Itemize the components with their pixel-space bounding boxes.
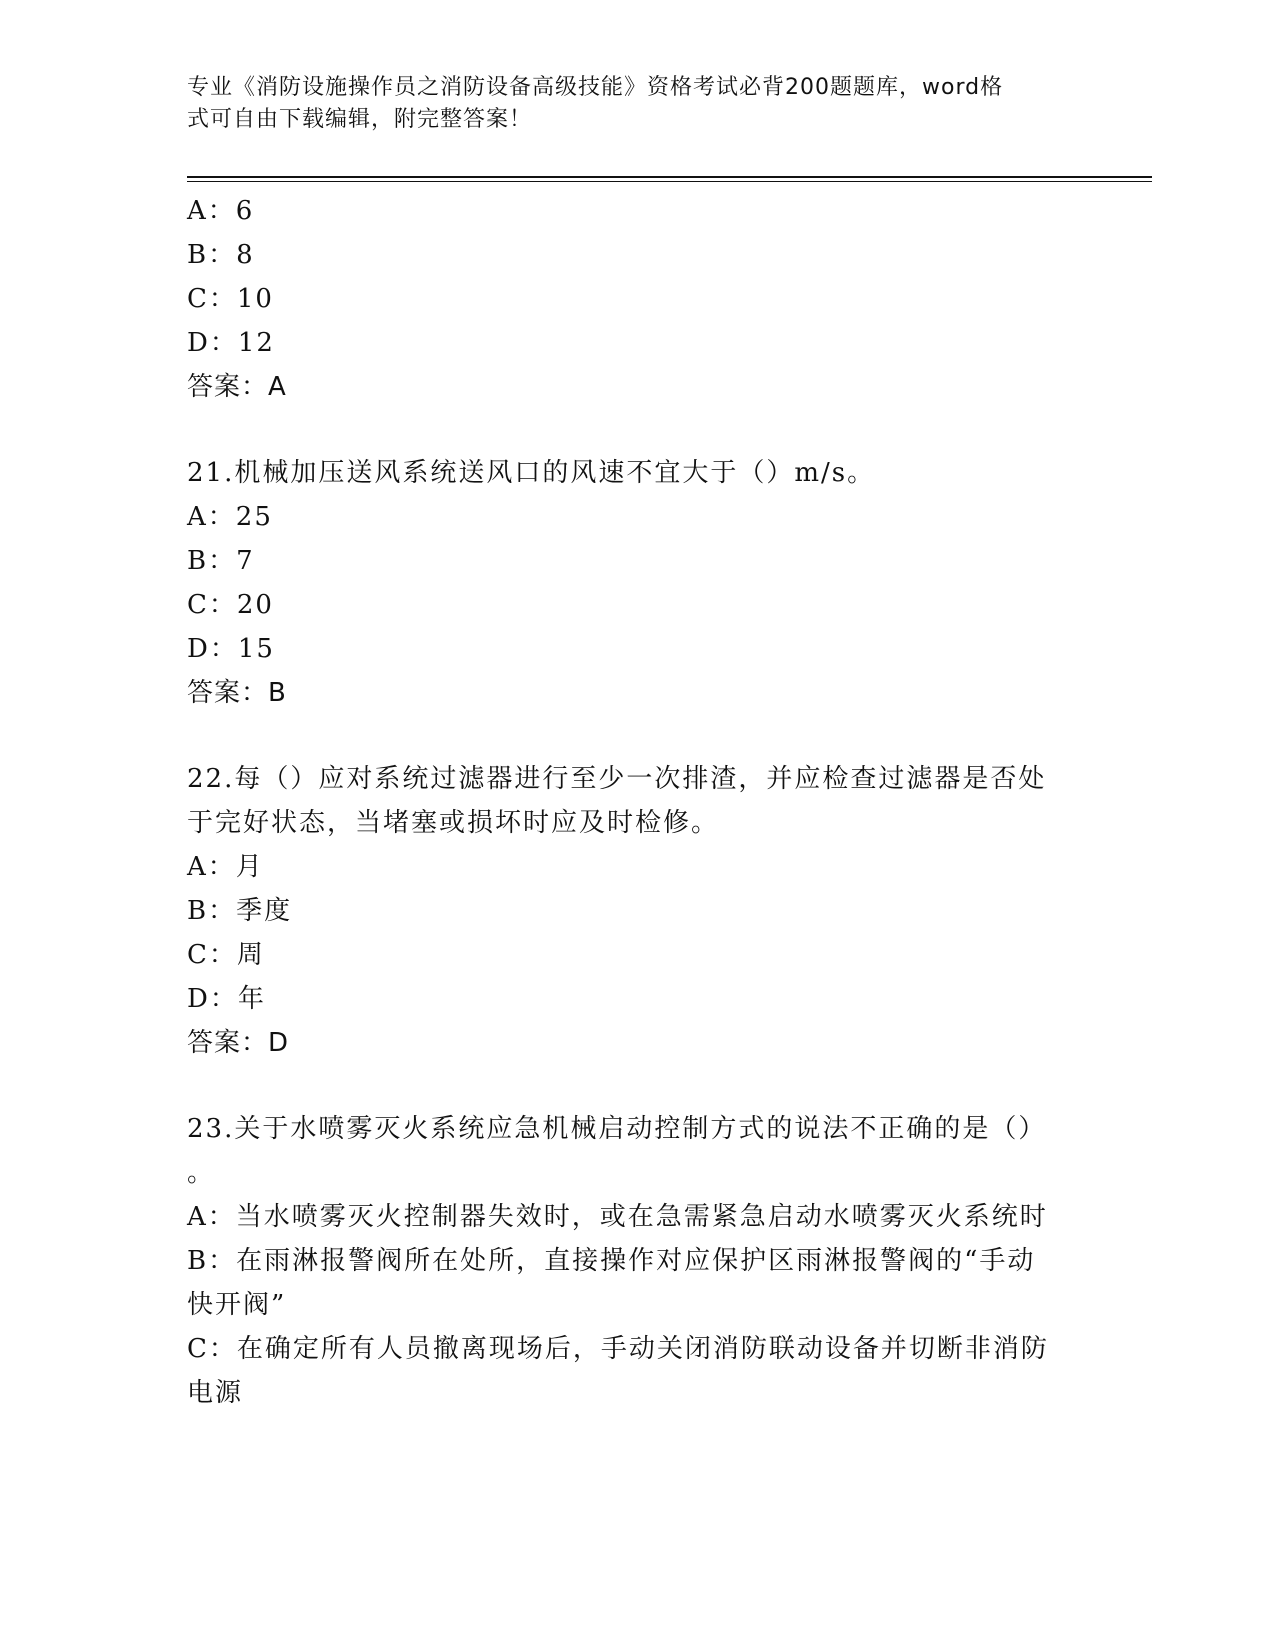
q21-answer: 答案：B xyxy=(187,678,287,708)
q23-stem-line-1: 23.关于水喷雾灭火系统应急机械启动控制方式的说法不正确的是（） xyxy=(187,1114,1047,1144)
q22-option-a: A：月 xyxy=(187,852,264,882)
q20-option-a: A：6 xyxy=(187,196,255,226)
q23-option-c-line-2: 电源 xyxy=(187,1378,244,1408)
q22-option-b: B：季度 xyxy=(187,896,293,926)
q22-stem-line-2: 于完好状态，当堵塞或损坏时应及时检修。 xyxy=(187,808,720,838)
q22-stem-line-1: 22.每（）应对系统过滤器进行至少一次排渣，并应检查过滤器是否处 xyxy=(187,764,1047,794)
q21-option-c: C：20 xyxy=(187,590,274,620)
header-line-1: 专业《消防设施操作员之消防设备高级技能》资格考试必背200题题库，word格 xyxy=(187,75,1004,100)
q23-option-c-line-1: C：在确定所有人员撤离现场后，手动关闭消防联动设备并切断非消防 xyxy=(187,1334,1049,1364)
q23-option-b-line-2: 快开阀” xyxy=(187,1290,287,1320)
q21-option-a: A：25 xyxy=(187,502,273,532)
q20-option-b: B：8 xyxy=(187,240,255,270)
q23-option-b-line-1: B：在雨淋报警阀所在处所，直接操作对应保护区雨淋报警阀的“手动 xyxy=(187,1246,1036,1276)
q20-option-d: D：12 xyxy=(187,328,275,358)
q22-option-c: C：周 xyxy=(187,940,265,970)
document-header xyxy=(187,72,1067,136)
q21-option-d: D：15 xyxy=(187,634,275,664)
q20-answer: 答案：A xyxy=(187,372,287,402)
q22-answer: 答案：D xyxy=(187,1028,290,1058)
header-divider-thin xyxy=(187,181,1152,182)
q21-stem: 21.机械加压送风系统送风口的风速不宜大于（）m/s。 xyxy=(187,458,876,488)
header-line-2: 式可自由下载编辑，附完整答案！ xyxy=(187,107,533,132)
q23-option-a: A：当水喷雾灭火控制器失效时，或在急需紧急启动水喷雾灭火系统时 xyxy=(187,1202,1048,1232)
q22-option-d: D：年 xyxy=(187,984,266,1014)
q20-option-c: C：10 xyxy=(187,284,274,314)
q21-option-b: B：7 xyxy=(187,546,255,576)
q23-stem-line-2: 。 xyxy=(187,1158,216,1188)
header-divider-thick xyxy=(187,176,1152,178)
